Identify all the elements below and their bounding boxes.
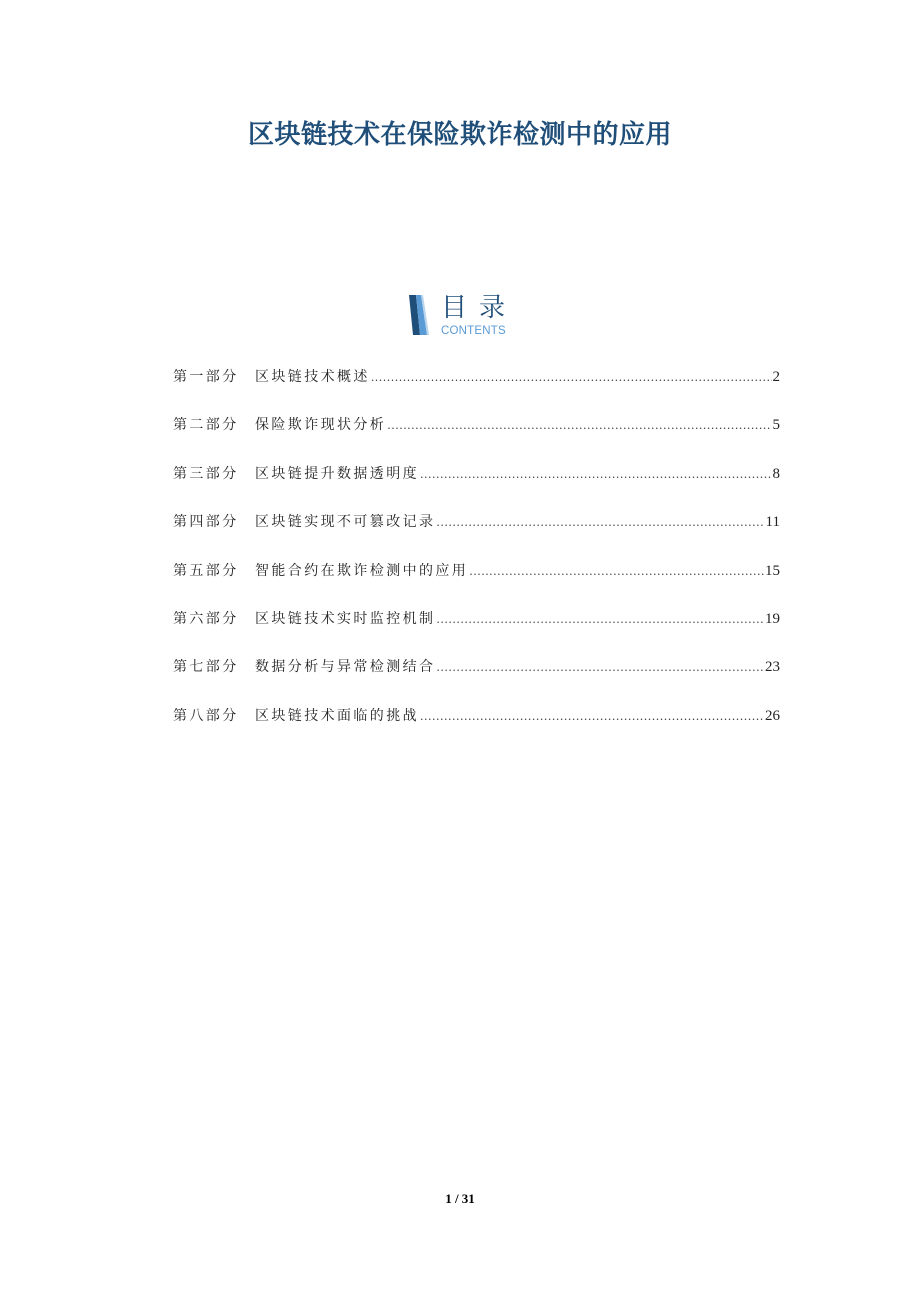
toc-entry-title: 数据分析与异常检测结合 <box>255 659 436 676</box>
toc-entry-title: 智能合约在欺诈检测中的应用 <box>255 562 469 579</box>
toc-entry-title: 区块链技术概述 <box>255 369 370 385</box>
toc-entry-leader <box>436 607 764 633</box>
document-title: 区块链技术在保险欺诈检测中的应用 <box>247 120 672 150</box>
toc-heading: 目录 <box>441 293 518 323</box>
toc-entry-page: 23 <box>765 659 780 676</box>
toc-entry-part: 第五部分 <box>173 562 239 579</box>
toc-entry-leader <box>371 365 772 391</box>
toc-entry-part: 第八部分 <box>173 707 239 724</box>
toc-entry-leader <box>469 559 764 585</box>
toc-entry-part: 第一部分 <box>173 369 239 385</box>
toc-entry-title: 保险欺诈现状分析 <box>255 417 387 434</box>
toc-entry-leader <box>436 655 764 681</box>
toc-entry-title: 区块链技术面临的挑战 <box>255 707 419 724</box>
toc-entry[interactable] <box>173 606 780 654</box>
toc-header <box>407 293 527 341</box>
toc-entry[interactable] <box>173 558 780 606</box>
toc-entry-leader <box>420 462 772 488</box>
toc-entry-leader <box>387 413 771 439</box>
toc-entry-title: 区块链技术实时监控机制 <box>255 610 436 627</box>
toc-entry-part: 第三部分 <box>173 465 239 482</box>
toc-entry[interactable] <box>173 509 780 557</box>
toc-entry-page: 19 <box>765 610 780 627</box>
toc-entry-page: 11 <box>765 514 780 531</box>
toc-entry[interactable] <box>173 703 780 751</box>
toc-entry-page: 8 <box>772 465 780 482</box>
toc-entry-page: 5 <box>772 417 780 434</box>
toc-entry-title: 区块链提升数据透明度 <box>255 465 419 482</box>
toc-entry-leader <box>420 704 764 730</box>
toc-entry-leader <box>436 510 764 536</box>
toc-entry-page: 2 <box>772 369 780 385</box>
toc-entry-part: 第六部分 <box>173 610 239 627</box>
toc-entry-title: 区块链实现不可篡改记录 <box>255 514 436 531</box>
page-number: 1 / 31 <box>445 1191 475 1206</box>
toc-entry[interactable] <box>173 654 780 702</box>
toc-entry-page: 26 <box>765 707 780 724</box>
toc-subheading: CONTENTS <box>441 325 506 337</box>
toc-entry-page: 15 <box>765 562 780 579</box>
stripe-logo-icon <box>407 293 437 337</box>
toc-entry-part: 第二部分 <box>173 417 239 434</box>
toc-entry-part: 第七部分 <box>173 659 239 676</box>
toc-entry[interactable] <box>173 364 780 412</box>
toc-entry[interactable] <box>173 461 780 509</box>
toc-entry[interactable] <box>173 412 780 460</box>
table-of-contents <box>173 364 780 751</box>
toc-entry-part: 第四部分 <box>173 514 239 531</box>
